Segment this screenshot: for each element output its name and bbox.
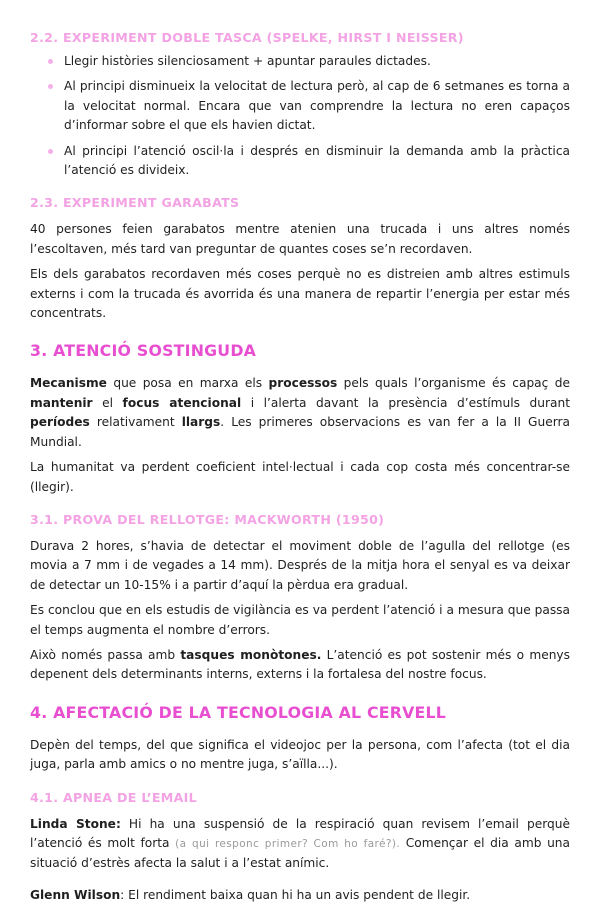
bullet-list-doble-tasca bbox=[30, 52, 570, 180]
heading-afectacio-tecnologia: 4. AFECTACIÓ DE LA TECNOLOGIA AL CERVELL bbox=[30, 702, 447, 722]
list-item: Llegir històries silenciosament + apuntar paraules dictades. bbox=[30, 52, 570, 71]
heading-apnea-email: 4.1. APNEA DE L’EMAIL bbox=[30, 789, 197, 805]
paragraph: Mecanisme que posa en marxa els processos pels quals l’organisme és capaç de mantenir el focus atencional i l’alerta davant la presència d’estímuls durant períodes relativament llargs. Les primeres observacions es van fer a la II Guerra Mundial. bbox=[30, 376, 571, 449]
paragraph: Es conclou que en els estudis de vigilància es va perdent l’atenció i a mesura que passa el temps augmenta el nombre d’errors. bbox=[30, 603, 570, 637]
paragraph: Linda Stone: Hi ha una suspensió de la respiració quan revisem l’email perquè l’atenció és molt forta (a qui responc primer? Com ho faré?). Començar el dia amb una situació d’estrès afecta la salut i a l’estat anímic. bbox=[30, 816, 570, 871]
paragraph: Glenn Wilson: El rendiment baixa quan hi ha un avis pendent de llegir. bbox=[30, 887, 471, 902]
list-item: Al principi l’atenció oscil·la i després en disminuir la demanda amb la pràctica l’atenció es divideix. bbox=[30, 142, 570, 181]
bullet-icon bbox=[48, 84, 53, 89]
heading-atencio-sostinguda: 3. ATENCIÓ SOSTINGUDA bbox=[30, 341, 257, 361]
paragraph: Els dels garabatos recordaven més coses perquè no es distreien amb altres estimuls externs i com la trucada és avorrida és una manera de repartir l’energia per estar més concentrats. bbox=[30, 267, 570, 321]
heading-experiment-garabats: 2.3. EXPERIMENT GARABATS bbox=[30, 195, 240, 211]
paragraph: La humanitat va perdent coeficient intel·lectual i cada cop costa més concentrar-se (llegir). bbox=[30, 460, 570, 494]
list-item: Al principi disminueix la velocitat de lectura però, al cap de 6 setmanes es torna a la velocitat normal. Encara que van comprendre la lectura no eren capaços d’informar sobre el que els havien dictat. bbox=[30, 77, 570, 135]
paragraph: Durava 2 hores, s’havia de detectar el moviment doble de l’agulla del rellotge (es movia a 7 mm i de vegades a 14 mm). Després de la mitja hora el senyal es va deixar de detectar un 10-15% i a partir d’aquí la pèrdua era gradual. bbox=[30, 538, 570, 592]
bullet-icon bbox=[48, 149, 53, 154]
heading-experiment-doble-tasca: 2.2. EXPERIMENT DOBLE TASCA (SPELKE, HIRST I NEISSER) bbox=[30, 30, 464, 45]
paragraph: Depèn del temps, del que significa el videojoc per la persona, com l’afecta (tot el dia juga, parla amb amics o no mentre juga, s’aïlla...). bbox=[30, 737, 570, 772]
heading-prova-rellotge: 3.1. PROVA DEL RELLOTGE: MACKWORTH (1950) bbox=[30, 511, 385, 527]
paragraph: Això només passa amb tasques monòtones. L’atenció es pot sostenir més o menys depenent dels determinants interns, externs i la fortalesa del nostre focus. bbox=[30, 647, 570, 682]
paragraph: 40 persones feien garabatos mentre atenien una trucada i uns altres només l’escoltaven, més tard van preguntar de quantes coses se’n recordaven. bbox=[30, 222, 570, 256]
bullet-icon bbox=[48, 59, 53, 64]
